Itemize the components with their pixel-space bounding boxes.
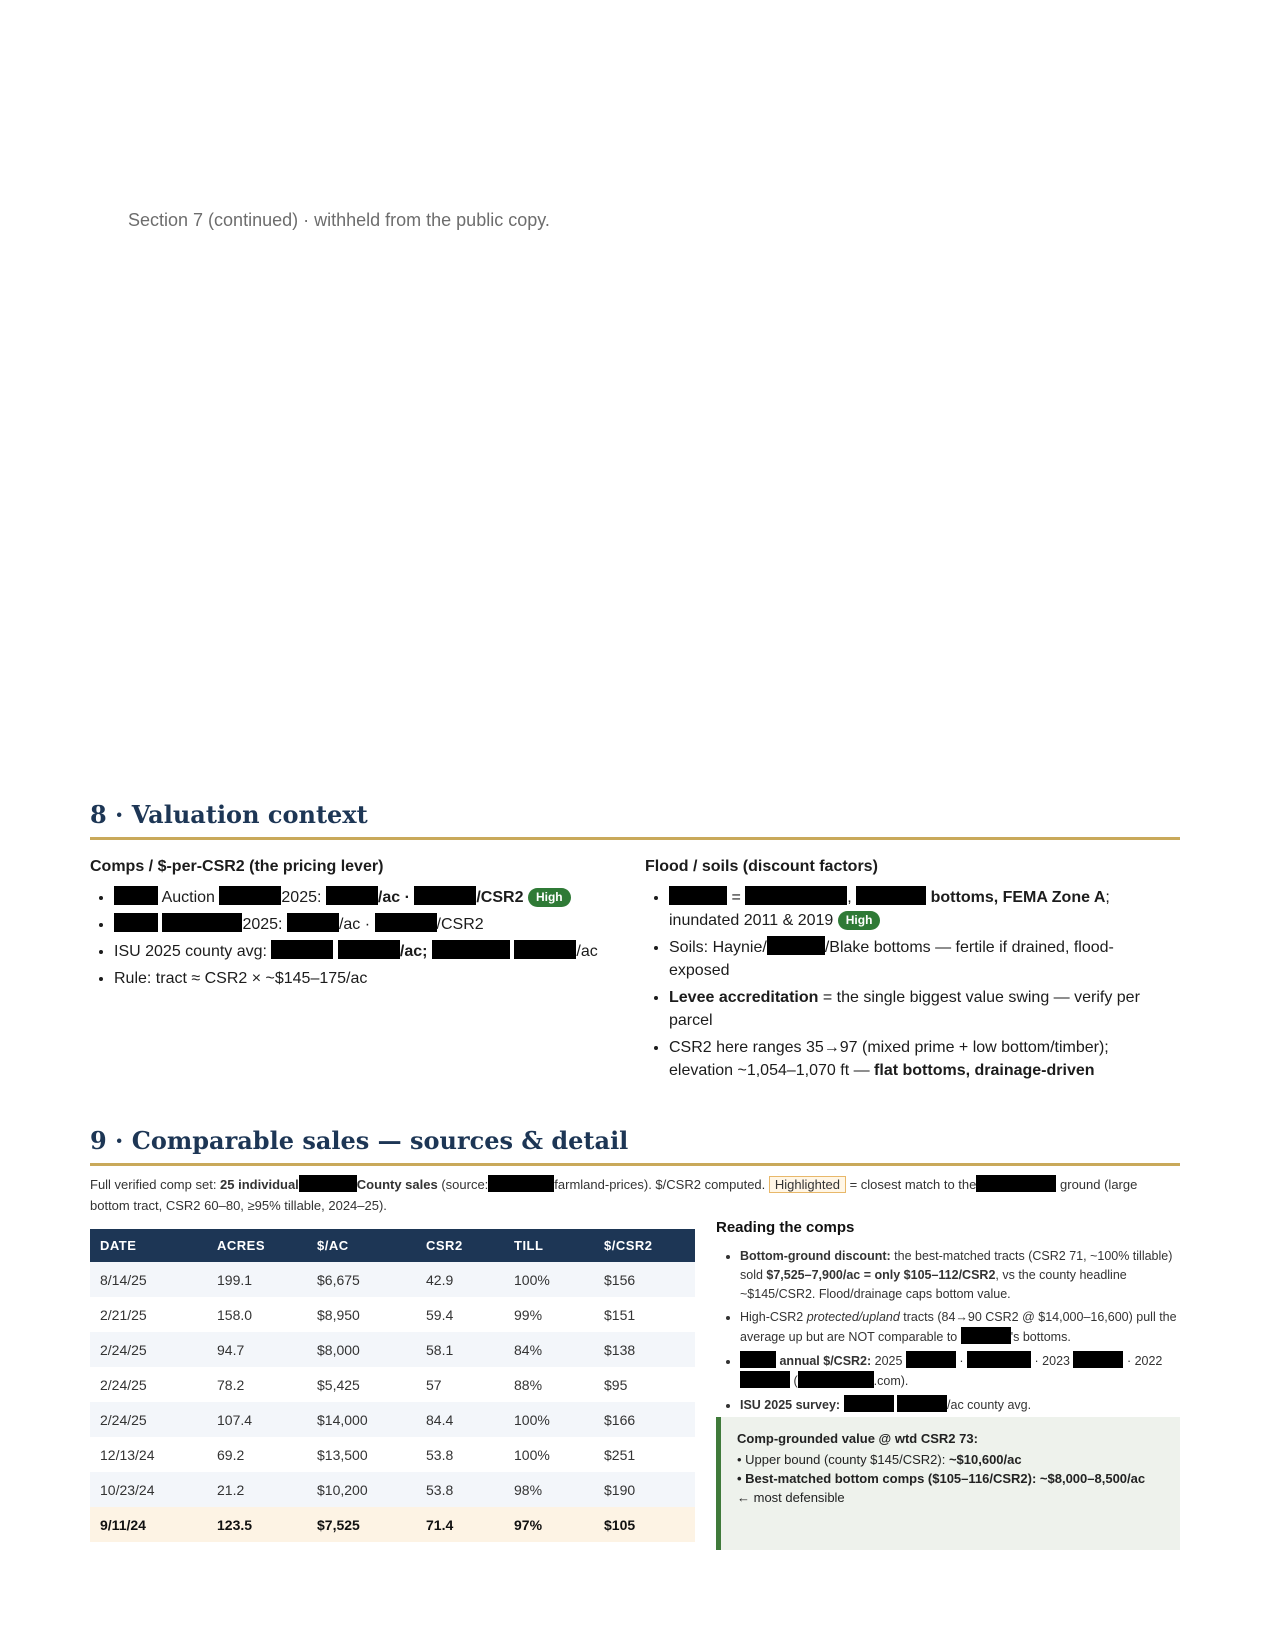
reading-the-comps <box>716 1218 1180 1419</box>
list-item: • = , bottoms, FEMA Zone A; inundated 2011 & 2019 High <box>669 886 1170 932</box>
redaction <box>740 1351 776 1368</box>
table-row: 8/14/25 199.1 $6,675 42.9 100% $156 <box>90 1262 695 1297</box>
redaction <box>745 886 847 905</box>
list-item: • Soils: Haynie/ /Blake bottoms — fertile if drained, flood-exposed <box>669 936 1170 982</box>
reading-heading: Reading the comps <box>716 1219 855 1236</box>
flood-list <box>645 886 1170 1082</box>
redaction <box>976 1175 1056 1192</box>
highlight-legend: Highlighted <box>769 1176 846 1193</box>
comps-column <box>90 855 610 994</box>
comps-intro: Full verified comp set: 25 individual County sales (source: farmland-prices). $/CSR2 computed. Highlighted = closest match to the ground (large bottom tract, CSR2 60–80, ≥95% tillable, 2024–25). <box>90 1177 1138 1213</box>
redaction <box>326 886 378 905</box>
redaction <box>844 1395 894 1412</box>
list-item: • Rule: tract ≈ CSR2 × ~$145–175/ac <box>114 967 610 990</box>
redaction <box>162 913 242 932</box>
redaction <box>219 886 281 905</box>
redaction <box>338 940 400 959</box>
redaction <box>906 1351 956 1368</box>
redaction <box>967 1351 1031 1368</box>
redaction <box>897 1395 947 1412</box>
list-item: • annual $/CSR2: 2025 · · 2023 · 2022 ( .com). <box>740 1351 1180 1391</box>
column-header: $/AC <box>307 1229 416 1262</box>
comps-table <box>90 1229 695 1542</box>
redaction <box>114 913 158 932</box>
table-row: 2/24/25 94.7 $8,000 58.1 84% $138 <box>90 1332 695 1367</box>
column-header: ACRES <box>207 1229 307 1262</box>
callout-line: • Best-matched bottom comps ($105–116/CSR2): ~$8,000–8,500/ac <box>737 1471 1146 1486</box>
redaction <box>740 1371 790 1388</box>
callout-title: Comp-grounded value @ wtd CSR2 73: <box>737 1431 978 1446</box>
redaction <box>798 1371 874 1388</box>
withheld-note: Section 7 (continued) · withheld from the public copy. <box>128 210 550 230</box>
section-title: 9 · Comparable sales — sources & detail <box>90 1126 629 1155</box>
redaction <box>375 913 437 932</box>
table-row: 2/24/25 107.4 $14,000 84.4 100% $166 <box>90 1402 695 1437</box>
flood-column <box>645 855 1170 1086</box>
list-item: • High-CSR2 protected/upland tracts (84→90 CSR2 @ $14,000–16,600) pull the average up but are NOT comparable to 's bottoms. <box>740 1308 1180 1347</box>
redaction <box>669 886 727 905</box>
flood-heading: Flood / soils (discount factors) <box>645 858 878 875</box>
table-row-highlighted: 9/11/24 123.5 $7,525 71.4 97% $105 <box>90 1507 695 1542</box>
list-item: • Bottom-ground discount: the best-matched tracts (CSR2 71, ~100% tillable) sold $7,525–7,900/ac = only $105–112/CSR2, vs the county headline ~$145/CSR2. Flood/drainage caps bottom value. <box>740 1247 1180 1304</box>
list-item: • Levee accreditation = the single biggest value swing — verify per parcel <box>669 986 1170 1032</box>
section-8-heading <box>90 800 1180 840</box>
redaction <box>856 886 926 905</box>
redaction <box>287 913 339 932</box>
column-header: CSR2 <box>416 1229 504 1262</box>
callout-line: ← most defensible <box>737 1490 845 1505</box>
column-header: TILL <box>504 1229 594 1262</box>
confidence-badge: High <box>528 888 571 907</box>
confidence-badge: High <box>838 911 881 930</box>
value-callout <box>716 1417 1180 1550</box>
reading-list <box>716 1247 1180 1415</box>
column-header: DATE <box>90 1229 207 1262</box>
redaction <box>1073 1351 1123 1368</box>
redaction <box>767 936 825 955</box>
redaction <box>961 1327 1011 1344</box>
table-row: 10/23/24 21.2 $10,200 53.8 98% $190 <box>90 1472 695 1507</box>
table-row: 2/21/25 158.0 $8,950 59.4 99% $151 <box>100 1306 636 1323</box>
list-item: • 2025: /ac · /CSR2 <box>114 913 610 936</box>
table-header-row <box>90 1229 695 1262</box>
comps-heading: Comps / $-per-CSR2 (the pricing lever) <box>90 858 384 875</box>
list-item: • ISU 2025 county avg: /ac; /ac <box>114 940 610 963</box>
redaction <box>414 886 476 905</box>
list-item: • CSR2 here ranges 35→97 (mixed prime + low bottom/timber); elevation ~1,054–1,070 ft — flat bottoms, drainage-driven <box>669 1036 1170 1082</box>
table-row: 12/13/24 69.2 $13,500 53.8 100% $251 <box>100 1446 636 1463</box>
table-row: 2/24/25 78.2 $5,425 57 88% $95 <box>100 1376 628 1393</box>
callout-line: • Upper bound (county $145/CSR2): ~$10,600/ac <box>737 1452 1022 1467</box>
redaction <box>114 886 158 905</box>
column-header: $/CSR2 <box>594 1229 695 1262</box>
redaction <box>271 940 333 959</box>
section-title: 8 · Valuation context <box>90 800 368 829</box>
section-9-heading <box>90 1126 1180 1166</box>
list-item: • ISU 2025 survey: /ac county avg. <box>740 1395 1180 1415</box>
redaction <box>432 940 510 959</box>
redaction <box>514 940 576 959</box>
redaction <box>488 1175 554 1192</box>
list-item: • Auction 2025: /ac · /CSR2 High <box>114 886 610 909</box>
redaction <box>299 1175 357 1192</box>
comps-list <box>90 886 610 990</box>
